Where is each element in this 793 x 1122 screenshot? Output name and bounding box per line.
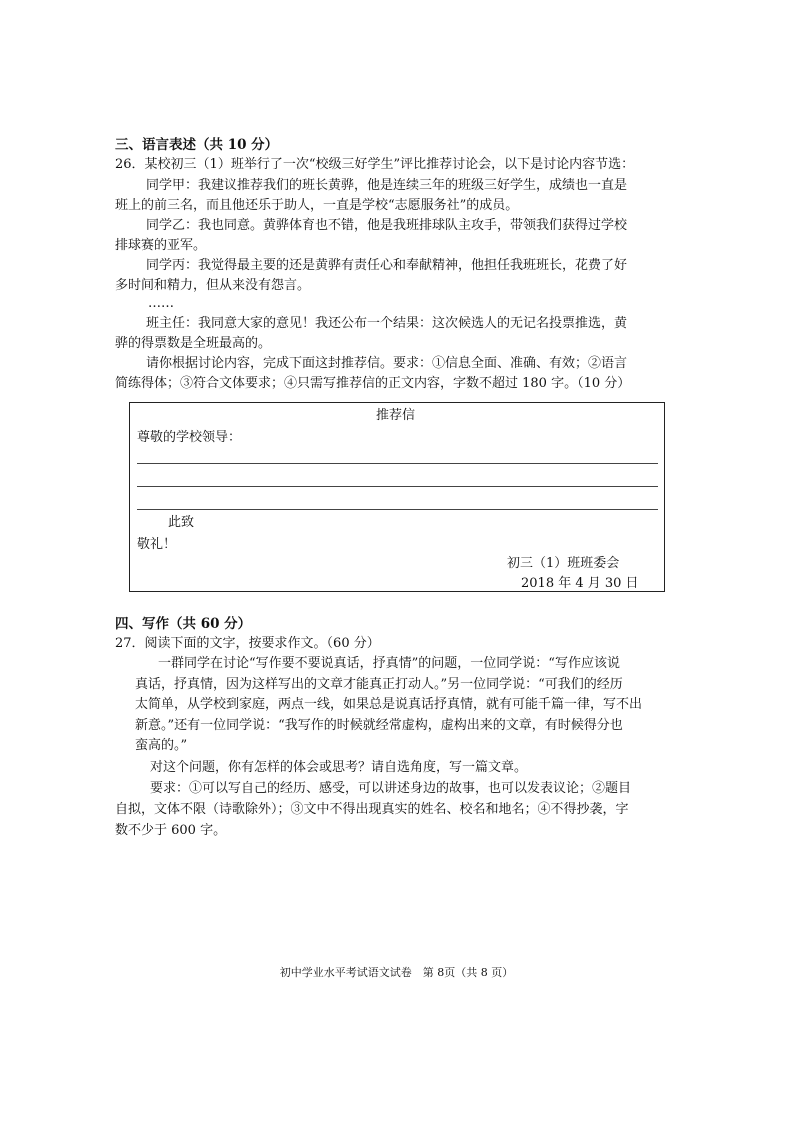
passage-line-1: 一群同学在讨论“写作要不要说真话，抒真情”的问题，一位同学说：“写作应该说 [158, 656, 620, 671]
question-27: 27．阅读下面的文字，按要求作文。（60 分） [115, 636, 380, 651]
writing-line-2[interactable] [137, 486, 658, 487]
letter-closing-2: 敬礼！ [137, 537, 177, 552]
letter-closing-1: 此致 [168, 515, 195, 530]
passage-line-3: 太简单，从学校到家庭，两点一线，如果总是说真话抒真情，就有可能千篇一律，写不出 [135, 697, 643, 712]
letter-date: 2018 年 4 月 30 日 [521, 576, 639, 591]
teacher-line-1: 班主任：我同意大家的意见！我还公布一个结果：这次候选人的无记名投票推选，黄 [146, 316, 628, 331]
letter-title: 推荐信 [376, 408, 416, 423]
writing-requirement-line-3: 数不少于 600 字。 [115, 823, 227, 838]
student-b-line-2: 排球赛的亚军。 [115, 238, 207, 253]
section-heading-language: 三、语言表述（共 10 分） [115, 137, 279, 153]
letter-signature: 初三（1）班班委会 [507, 556, 620, 571]
student-a-line-1: 同学甲：我建议推荐我们的班长黄骅，他是连续三年的班级三好学生，成绩也一直是 [146, 178, 628, 193]
writing-line-1[interactable] [137, 463, 658, 464]
student-b-line-1: 同学乙：我也同意。黄骅体育也不错，他是我班排球队主攻手，带领我们获得过学校 [146, 218, 628, 233]
student-c-line-2: 多时间和精力，但从来没有怨言。 [115, 278, 311, 293]
teacher-line-2: 骅的得票数是全班最高的。 [115, 336, 272, 351]
requirement-line-1: 请你根据讨论内容，完成下面这封推荐信。要求：①信息全面、准确、有效；②语言 [146, 356, 628, 371]
writing-requirement-line-1: 要求：①可以写自己的经历、感受，可以讲述身边的故事，也可以发表议论；②题目 [150, 781, 632, 796]
writing-prompt: 对这个问题，你有怎样的体会或思考？请自选角度，写一篇文章。 [150, 760, 528, 775]
section-heading-writing: 四、写作（共 60 分） [115, 616, 252, 632]
student-c-line-1: 同学丙：我觉得最主要的还是黄骅有责任心和奉献精神，他担任我班班长，花费了好 [146, 258, 628, 273]
student-a-line-2: 班上的前三名，而且他还乐于助人，一直是学校“志愿服务社”的成员。 [115, 198, 519, 213]
passage-line-2: 真话，抒真情，因为这样写出的文章才能真正打动人。”另一位同学说：“可我们的经历 [135, 677, 623, 692]
writing-requirement-line-2: 自拟，文体不限（诗歌除外）；③文中不得出现真实的姓名、校名和地名；④不得抄袭，字 [115, 802, 629, 817]
writing-line-3[interactable] [137, 509, 658, 510]
requirement-line-2: 简练得体；③符合文体要求；④只需写推荐信的正文内容，字数不超过 180 字。（10 分） [115, 376, 631, 391]
letter-salutation: 尊敬的学校领导： [137, 430, 242, 445]
question-26-intro: 26．某校初三（1）班举行了一次“校级三好学生”评比推荐讨论会，以下是讨论内容节选： [115, 157, 635, 172]
page-footer: 初中学业水平考试语文试卷 第 8页（共 8 页） [279, 966, 514, 979]
ellipsis: …… [148, 296, 174, 311]
passage-line-5: 蛮高的。” [135, 738, 188, 753]
passage-line-4: 新意。”还有一位同学说：“我写作的时候就经常虚构，虚构出来的文章，有时候得分也 [135, 718, 623, 733]
